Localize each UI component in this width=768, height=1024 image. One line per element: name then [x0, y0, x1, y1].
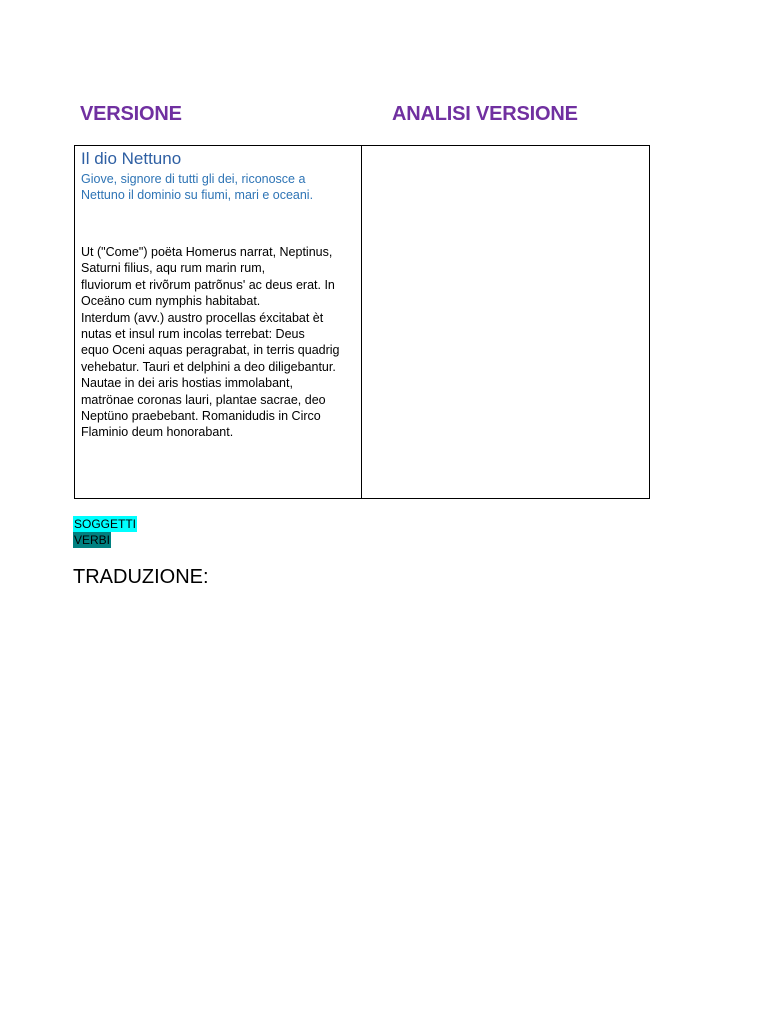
version-cell [75, 146, 362, 498]
legend-row-verbs [73, 532, 137, 548]
heading-versione: VERSIONE [80, 103, 182, 125]
version-subtitle [81, 171, 361, 203]
legend-subjects: SOGGETTI [74, 517, 137, 531]
highlight-legend [73, 516, 137, 548]
translation-label: TRADUZIONE: [73, 566, 209, 588]
latin-line: Saturni filius, aqu rum marin rum, [81, 261, 266, 276]
version-table [74, 145, 650, 499]
latin-line: Ut ("Come") poëta Homerus narrat, Neptinus, [81, 245, 333, 259]
legend-row-subjects [73, 516, 137, 532]
latin-line: equo Oceni aquas peragrabat, in terris quadrig [81, 343, 340, 358]
legend-verbs: VERBI [74, 533, 111, 547]
latin-text [81, 244, 361, 441]
subtitle-line: Nettuno il dominio su fiumi, mari e oceani. [81, 188, 314, 202]
latin-line: Neptüno praebebant. Romanidudis in Circo [81, 409, 321, 424]
latin-line: Oceäno cum nymphis habitabat. [81, 294, 261, 309]
latin-line: matrönae coronas lauri, plantae sacrae, deo [81, 392, 326, 407]
latin-line: Nautae in dei aris hostias immolabant, [81, 376, 293, 391]
heading-analisi-versione: ANALISI VERSIONE [392, 103, 578, 125]
latin-line: fluviorum et rivõrum patrõnus' ac deus erat. In [81, 277, 335, 292]
version-title: Il dio Nettuno [81, 149, 182, 168]
subtitle-line: Giove, signore di tutti gli dei, riconosce a [81, 172, 306, 186]
latin-line: nutas et insul rum incolas terrebat: Deus [81, 327, 305, 342]
latin-line: Flaminio deum honorabant. [81, 425, 234, 440]
latin-line: Interdum (avv.) austro procellas éxcitabat èt [81, 310, 324, 325]
latin-line: vehebatur. Tauri et delphini a deo diligebantur. [81, 359, 336, 374]
analysis-cell[interactable] [362, 146, 649, 498]
